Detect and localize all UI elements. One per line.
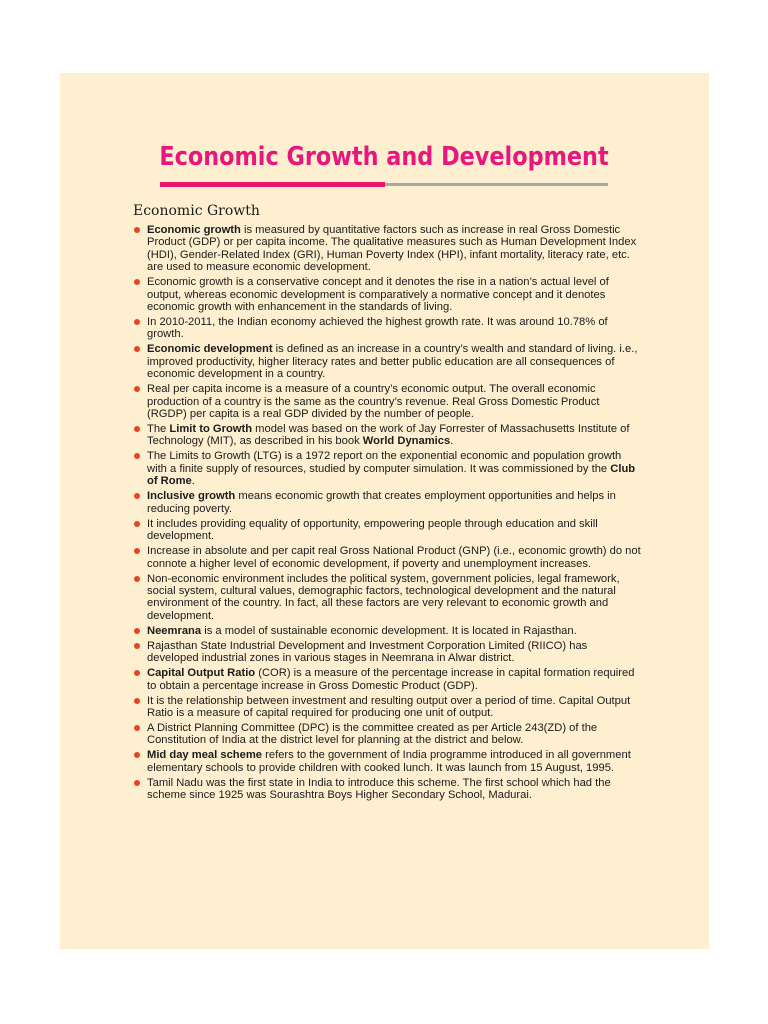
list-item — [133, 343, 641, 380]
section-heading: Economic Growth — [133, 203, 260, 219]
bullet-dot-icon — [134, 227, 140, 233]
bullet-dot-icon — [134, 643, 140, 649]
item-text: . — [450, 435, 454, 448]
list-item — [133, 573, 641, 623]
bullet-dot-icon — [134, 279, 140, 285]
item-text: Tamil Nadu was the first state in India to introduce this scheme. The first school which had the scheme since 1925 was Sourashtra Boys Higher Secondary School, Madurai. — [147, 776, 611, 802]
list-item — [133, 276, 641, 313]
bold-term: Mid day meal scheme — [147, 749, 263, 762]
bullet-dot-icon — [134, 628, 140, 634]
item-text: is a model of sustainable economic development. It is located in Rajasthan. — [201, 624, 577, 637]
bold-term: Limit to Growth — [169, 423, 253, 436]
list-item — [133, 695, 641, 720]
bullet-dot-icon — [134, 493, 140, 499]
list-item — [133, 450, 641, 487]
item-text: means economic growth that creates employment opportunities and helps in reducing poverty. — [147, 490, 616, 515]
bullet-dot-icon — [134, 453, 140, 459]
bold-term: World Dynamics — [362, 435, 451, 448]
item-text: . — [191, 475, 195, 488]
bold-term: Capital Output Ratio — [147, 667, 256, 680]
item-text: It is the relationship between investment and resulting output over a period of time. Capital Output Ratio is a measure of capital required for producing one unit of output. — [147, 694, 631, 719]
bold-term: Economic growth — [147, 224, 241, 236]
bullet-dot-icon — [134, 426, 140, 432]
item-text: A District Planning Committee (DPC) is the committee created as per Article 243(ZD) of the Constitution of India at the district level for planning at the district and below. — [147, 721, 598, 747]
title-underline-accent — [160, 182, 385, 187]
bullet-dot-icon — [134, 548, 140, 554]
bullet-dot-icon — [134, 780, 140, 786]
list-item — [133, 545, 641, 570]
item-text: is measured by quantitative factors such as increase in real Gross Domestic Product (GDP) or per capita income. The qualitative measures such as Human Development Index (HDI), Gender-Related Index (GRI), Human Poverty Index (HPI), infant mortality, literacy rate, etc. are used to measure economic development. — [147, 224, 637, 274]
list-item — [133, 518, 641, 543]
item-text: model was based on the work of Jay Forrester of Massachusetts Institute of Technology (MIT), as described in his book — [147, 423, 630, 448]
bullet-dot-icon — [134, 319, 140, 325]
bullet-dot-icon — [134, 346, 140, 352]
bold-term: Economic development — [147, 343, 273, 356]
bullet-list — [133, 224, 641, 804]
list-item — [133, 423, 641, 448]
list-item — [133, 640, 641, 665]
list-item — [133, 316, 641, 341]
bullet-dot-icon — [134, 752, 140, 758]
item-text: Non-economic environment includes the political system, government policies, legal framework, social system, cultural values, demographic factors, technological development and the natural environment of the country. In fact, all these factors are very relevant to economic growth and development. — [147, 572, 620, 622]
list-item — [133, 722, 641, 747]
item-text: is defined as an increase in a country’s wealth and standard of living. i.e., improved productivity, higher literacy rates and better public education are all consequences of economic development in a country. — [147, 343, 638, 381]
list-item — [133, 625, 641, 637]
item-text: Rajasthan State Industrial Development and Investment Corporation Limited (RIICO) has developed industrial zones in various stages in Neemrana in Alwar district. — [147, 639, 588, 665]
bold-term: Neemrana — [147, 624, 202, 637]
item-text: Economic growth is a conservative concept and it denotes the rise in a nation’s actual level of output, whereas economic development is comparatively a normative concept and it denotes economic growth with enhancement in the standards of living. — [147, 276, 609, 314]
item-text: It includes providing equality of opportunity, empowering people through education and skill development. — [147, 517, 598, 543]
item-text: (COR) is a measure of the percentage increase in capital formation required to obtain a percentage increase in Gross Domestic Product (GDP). — [147, 667, 635, 692]
page-title: Economic Growth and Development — [159, 142, 609, 172]
bullet-dot-icon — [134, 670, 140, 676]
item-text: The Limits to Growth (LTG) is a 1972 report on the exponential economic and population growth with a finite supply of resources, studied by computer simulation. It was commissioned by the — [147, 450, 622, 475]
list-item — [133, 490, 641, 515]
bullet-dot-icon — [134, 576, 140, 582]
bullet-dot-icon — [134, 698, 140, 704]
bold-term: Inclusive growth — [147, 490, 236, 503]
item-text: Increase in absolute and per capit real Gross National Product (GNP) (i.e., economic growth) do not connote a higher level of economic development, if poverty and unemployment increases. — [147, 545, 641, 570]
list-item — [133, 383, 641, 420]
bullet-dot-icon — [134, 725, 140, 731]
item-text: In 2010-2011, the Indian economy achieved the highest growth rate. It was around 10.78% of growth. — [147, 316, 608, 341]
title-underline-grey — [385, 183, 608, 186]
item-text: refers to the government of India programme introduced in all government elementary schools to provide children with cooked lunch. It was launch from 15 August, 1995. — [147, 749, 631, 774]
bullet-dot-icon — [134, 386, 140, 392]
list-item — [133, 777, 641, 802]
item-text: The — [147, 423, 170, 436]
list-item — [133, 667, 641, 692]
bullet-dot-icon — [134, 521, 140, 527]
bold-term: Club of Rome — [147, 462, 636, 488]
list-item — [133, 224, 641, 274]
list-item — [133, 749, 641, 774]
item-text: Real per capita income is a measure of a country’s economic output. The overall economic production of a country is the same as the country’s revenue. Real Gross Domestic Product (RGDP) per capita is a real GDP divided by the number of people. — [147, 383, 600, 421]
